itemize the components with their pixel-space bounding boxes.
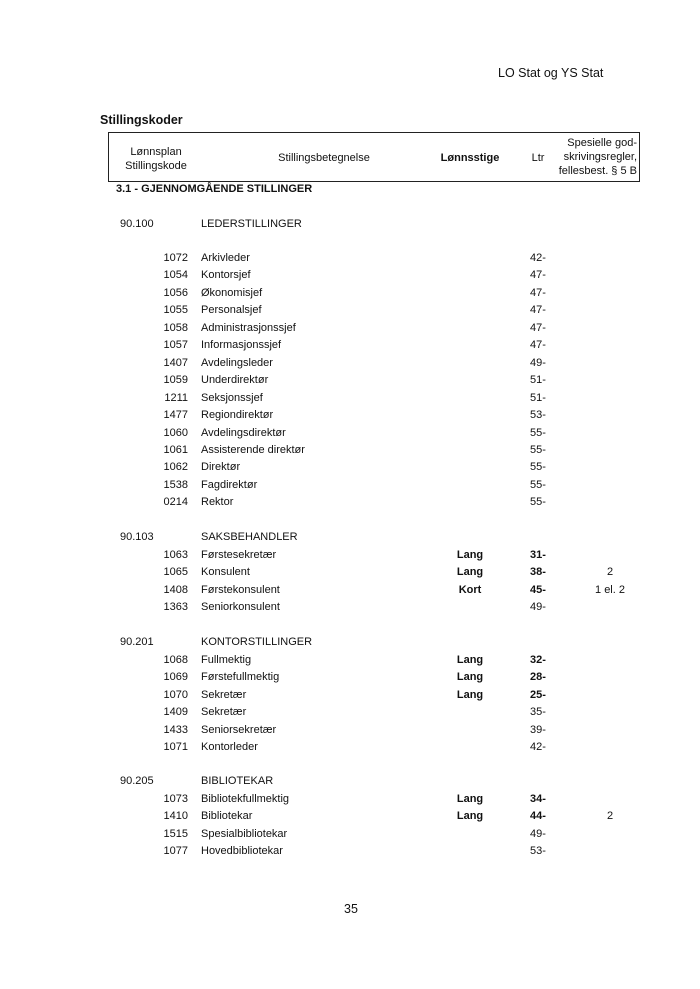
salary-ladder: Lang (456, 549, 484, 561)
header-spec-line-2: skrivingsregler, (563, 151, 637, 163)
job-title: Hovedbibliotekar (201, 845, 283, 857)
group-code: 90.100 (120, 218, 154, 230)
salary-grade: 42- (530, 252, 546, 264)
header-spec-line-3: fellesbest. § 5 B (558, 165, 637, 177)
salary-grade: 44- (530, 810, 546, 822)
job-title: Personalsjef (201, 304, 262, 316)
salary-grade: 39- (530, 724, 546, 736)
salary-grade: 47- (530, 269, 546, 281)
header-spec-line-1: Spesielle god- (567, 137, 637, 149)
job-title: Kontorleder (201, 741, 258, 753)
salary-grade: 42- (530, 741, 546, 753)
job-code: 1058 (163, 322, 188, 334)
job-title: Førstekonsulent (201, 584, 280, 596)
job-code: 1433 (163, 724, 188, 736)
job-title: Direktør (201, 461, 241, 473)
job-code: 1077 (163, 845, 188, 857)
special-rule: 1 el. 2 (595, 584, 625, 596)
salary-ladder: Lang (456, 671, 484, 683)
salary-grade: 53- (530, 409, 546, 421)
salary-grade: 28- (530, 671, 546, 683)
job-code: 1055 (163, 304, 188, 316)
job-title: Rektor (201, 496, 234, 508)
job-code: 1060 (163, 427, 188, 439)
job-code: 1068 (163, 654, 188, 666)
header-stige: Lønnsstige (440, 152, 500, 164)
page-title: Stillingskoder (100, 113, 183, 127)
job-title: Fagdirektør (201, 479, 258, 491)
job-title: Avdelingsdirektør (201, 427, 286, 439)
page-number: 35 (344, 902, 358, 916)
job-title: Førstesekretær (201, 549, 277, 561)
salary-grade: 55- (530, 444, 546, 456)
job-title: Bibliotekfullmektig (201, 793, 290, 805)
salary-grade: 55- (530, 496, 546, 508)
salary-grade: 32- (530, 654, 546, 666)
job-code: 1061 (163, 444, 188, 456)
job-code: 1073 (163, 793, 188, 805)
salary-grade: 47- (530, 322, 546, 334)
group-name: BIBLIOTEKAR (201, 775, 274, 787)
header-plan-line-1: Lønnsplan (130, 146, 182, 158)
job-code: 1410 (163, 810, 188, 822)
job-title: Underdirektør (201, 374, 269, 386)
job-title: Seniorsekretær (201, 724, 277, 736)
job-code: 1065 (163, 566, 188, 578)
job-code: 1072 (163, 252, 188, 264)
group-name: LEDERSTILLINGER (201, 218, 302, 230)
header-desc: Stillingsbetegnelse (278, 152, 370, 164)
job-code: 1477 (163, 409, 188, 421)
job-code: 1407 (163, 357, 188, 369)
special-rule: 2 (606, 566, 614, 578)
group-code: 90.201 (120, 636, 154, 648)
salary-grade: 55- (530, 461, 546, 473)
job-code: 1062 (163, 461, 188, 473)
header-ltr: Ltr (531, 152, 545, 164)
job-title: Seksjonssjef (201, 392, 263, 404)
salary-grade: 34- (530, 793, 546, 805)
group-code: 90.205 (120, 775, 154, 787)
job-code: 1409 (163, 706, 188, 718)
header-spec (555, 136, 637, 178)
job-code: 1515 (163, 828, 188, 840)
group-name: KONTORSTILLINGER (201, 636, 313, 648)
job-code: 1070 (163, 689, 188, 701)
job-title: Sekretær (201, 706, 247, 718)
job-title: Bibliotekar (201, 810, 253, 822)
table-header (108, 132, 640, 182)
job-title: Administrasjonssjef (201, 322, 296, 334)
salary-grade: 49- (530, 357, 546, 369)
job-title: Assisterende direktør (201, 444, 305, 456)
job-title: Konsulent (201, 566, 250, 578)
header-org: LO Stat og YS Stat (498, 66, 604, 80)
job-code: 1363 (163, 601, 188, 613)
salary-grade: 47- (530, 304, 546, 316)
job-title: Arkivleder (201, 252, 250, 264)
salary-ladder: Lang (456, 566, 484, 578)
salary-ladder: Kort (458, 584, 482, 596)
job-title: Kontorsjef (201, 269, 251, 281)
salary-ladder: Lang (456, 654, 484, 666)
salary-ladder: Lang (456, 810, 484, 822)
job-code: 1057 (163, 339, 188, 351)
group-name: SAKSBEHANDLER (201, 531, 298, 543)
job-title: Sekretær (201, 689, 247, 701)
salary-grade: 47- (530, 287, 546, 299)
salary-grade: 31- (530, 549, 546, 561)
job-code: 1063 (163, 549, 188, 561)
job-code: 1211 (164, 392, 188, 404)
job-code: 1408 (163, 584, 188, 596)
salary-grade: 47- (530, 339, 546, 351)
salary-grade: 55- (530, 479, 546, 491)
section-title: 3.1 - GJENNOMGÅENDE STILLINGER (116, 183, 313, 195)
salary-grade: 45- (530, 584, 546, 596)
header-plan-line-2: Stillingskode (125, 160, 187, 172)
salary-grade: 35- (530, 706, 546, 718)
job-title: Fullmektig (201, 654, 252, 666)
salary-ladder: Lang (456, 689, 484, 701)
job-code: 0214 (163, 496, 188, 508)
job-title: Regiondirektør (201, 409, 274, 421)
job-title: Seniorkonsulent (201, 601, 280, 613)
salary-grade: 51- (530, 392, 546, 404)
group-code: 90.103 (120, 531, 154, 543)
job-code: 1059 (163, 374, 188, 386)
salary-grade: 25- (530, 689, 546, 701)
salary-ladder: Lang (456, 793, 484, 805)
salary-grade: 49- (530, 601, 546, 613)
job-title: Førstefullmektig (201, 671, 280, 683)
salary-grade: 55- (530, 427, 546, 439)
job-title: Spesialbibliotekar (201, 828, 288, 840)
job-code: 1538 (163, 479, 188, 491)
job-code: 1071 (163, 741, 188, 753)
salary-grade: 53- (530, 845, 546, 857)
salary-grade: 51- (530, 374, 546, 386)
header-plan (111, 145, 201, 173)
job-code: 1069 (163, 671, 188, 683)
job-title: Informasjonssjef (201, 339, 282, 351)
job-title: Avdelingsleder (201, 357, 273, 369)
special-rule: 2 (606, 810, 614, 822)
salary-grade: 49- (530, 828, 546, 840)
job-code: 1054 (163, 269, 188, 281)
job-code: 1056 (163, 287, 188, 299)
job-title: Økonomisjef (201, 287, 263, 299)
salary-grade: 38- (530, 566, 546, 578)
